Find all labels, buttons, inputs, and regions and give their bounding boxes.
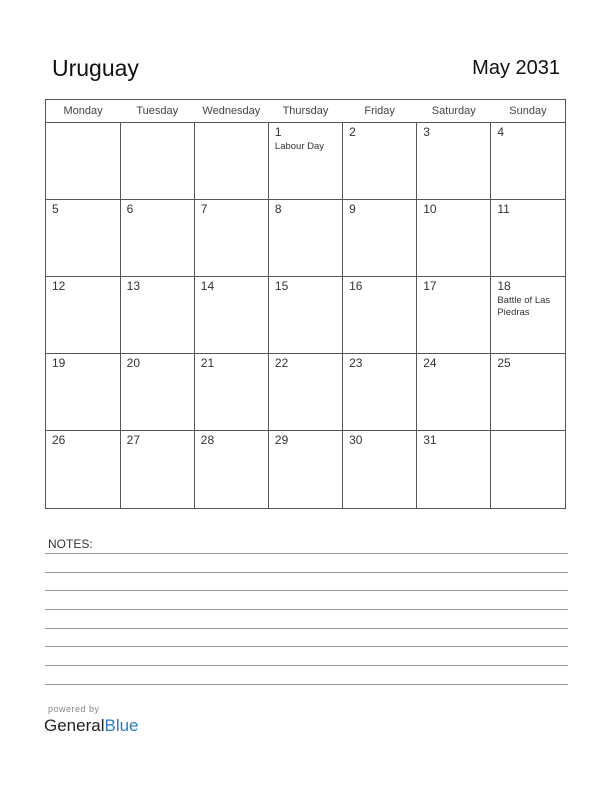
day-number: 24 [423, 356, 437, 370]
brand-general: General [44, 716, 105, 735]
day-cell [120, 123, 194, 200]
day-cell [268, 123, 342, 200]
day-cell [417, 123, 491, 200]
day-number: 28 [200, 433, 215, 447]
day-cell [120, 200, 194, 277]
day-number: 21 [200, 356, 215, 370]
note-line [45, 609, 568, 610]
day-number: 15 [274, 279, 289, 293]
day-number: 5 [52, 202, 59, 216]
country-title: Uruguay [52, 55, 139, 81]
brand-blue: Blue [104, 716, 139, 735]
day-number: 4 [497, 125, 505, 139]
weekday-tuesday: Tuesday [120, 100, 194, 123]
day-cell [343, 277, 417, 354]
calendar-grid [45, 99, 566, 509]
weekday-thursday: Thursday [268, 100, 342, 123]
day-cell [343, 354, 417, 431]
weekday-sunday: Sunday [491, 100, 565, 123]
day-cell [120, 431, 194, 508]
day-number: 7 [200, 202, 208, 216]
day-number: 11 [497, 202, 510, 216]
day-number: 16 [349, 279, 363, 293]
day-cell [194, 431, 268, 508]
day-cell [268, 354, 342, 431]
day-number: 31 [423, 433, 437, 447]
day-cell [46, 123, 120, 200]
day-number: 6 [126, 202, 134, 216]
weekday-friday: Friday [343, 100, 417, 123]
day-number: 30 [349, 433, 363, 447]
day-number: 20 [126, 356, 140, 370]
note-line [45, 646, 568, 647]
day-number: 23 [349, 356, 363, 370]
day-number: 22 [274, 356, 289, 370]
day-cell [46, 200, 120, 277]
day-number: 18 [497, 279, 511, 293]
holiday-label: Labour Day [274, 141, 325, 152]
note-line [45, 684, 568, 685]
day-number: 25 [497, 356, 511, 370]
day-cell [417, 431, 491, 508]
day-cell [194, 277, 268, 354]
week-row [46, 277, 565, 354]
day-cell [268, 200, 342, 277]
day-number: 9 [349, 202, 356, 216]
day-number: 27 [126, 433, 140, 447]
day-cell [268, 431, 342, 508]
day-number: 19 [52, 356, 66, 370]
day-cell [491, 277, 565, 354]
day-cell [491, 431, 565, 508]
note-line [45, 590, 568, 591]
day-cell [194, 200, 268, 277]
day-cell [491, 354, 565, 431]
day-cell [268, 277, 342, 354]
week-row [46, 123, 565, 200]
day-cell [46, 431, 120, 508]
week-row [46, 200, 565, 277]
note-line [45, 572, 568, 573]
week-row [46, 431, 565, 508]
day-number: 14 [200, 279, 215, 293]
day-cell [491, 123, 565, 200]
weekday-header-row [46, 100, 565, 123]
note-line [45, 665, 568, 666]
day-number: 17 [423, 279, 437, 293]
day-cell [417, 277, 491, 354]
day-cell [343, 200, 417, 277]
notes-label: NOTES: [48, 537, 93, 551]
day-cell [417, 354, 491, 431]
day-number: 29 [274, 433, 289, 447]
note-line [45, 628, 568, 629]
note-line [45, 553, 568, 554]
day-number: 26 [52, 433, 66, 447]
day-cell [120, 354, 194, 431]
day-number: 8 [274, 202, 282, 216]
weekday-monday: Monday [46, 100, 120, 123]
powered-by-text: powered by [48, 704, 100, 714]
day-cell [491, 200, 565, 277]
day-number: 12 [52, 279, 66, 293]
weekday-wednesday: Wednesday [194, 100, 268, 123]
brand-logo [44, 716, 139, 736]
day-cell [417, 200, 491, 277]
holiday-label: Battle of Las Piedras [497, 295, 551, 318]
day-cell [194, 123, 268, 200]
day-number: 2 [349, 125, 356, 139]
day-cell [120, 277, 194, 354]
day-cell [343, 431, 417, 508]
day-number: 13 [126, 279, 140, 293]
day-cell [46, 354, 120, 431]
month-year-title: May 2031 [472, 57, 560, 79]
day-cell [343, 123, 417, 200]
day-cell [194, 354, 268, 431]
day-cell [46, 277, 120, 354]
day-number: 1 [274, 125, 282, 139]
day-number: 10 [423, 202, 437, 216]
weekday-saturday: Saturday [417, 100, 491, 123]
day-number: 3 [423, 125, 430, 139]
week-row [46, 354, 565, 431]
